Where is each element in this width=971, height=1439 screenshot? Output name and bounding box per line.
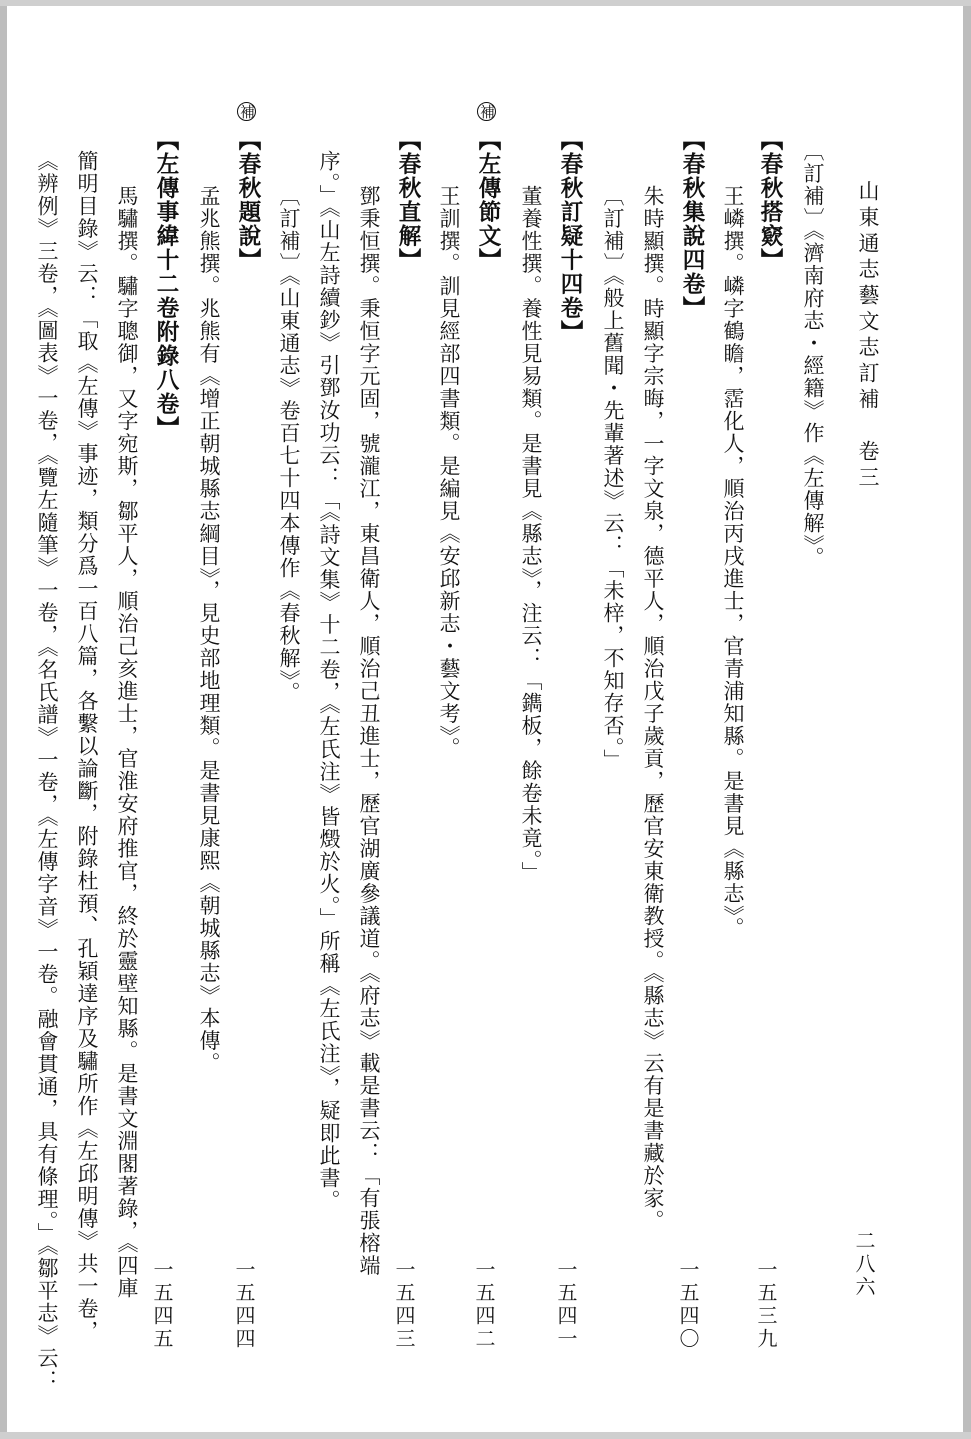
body-column: 序。」《山左詩續鈔》引鄧汝功云：「《詩文集》十二卷，《左氏注》皆燬於火。」所稱《左氏注》，疑即此書。 xyxy=(317,150,341,1212)
body-column: 王訓撰。訓見經部四書類。是編見《安邱新志・藝文考》。 xyxy=(437,185,461,760)
body-column: 簡明目錄》云：「取《左傳》事迹，類分爲一百八篇，各繫以論斷，附錄杜預、孔穎達序及驌所作《左邱明傳》共一卷， xyxy=(75,150,99,1343)
page-number: 二八六 xyxy=(852,1230,876,1299)
entry-heading: 【春秋訂疑十四卷】 xyxy=(557,128,583,344)
page-edge-right xyxy=(963,0,971,1439)
body-column: 董養性撰。養性見易類。是書見《縣志》，注云：「鐫板，餘卷未竟。」 xyxy=(519,185,543,884)
supplement-marker xyxy=(237,102,257,123)
folio-reference: 一五四一 xyxy=(554,1259,578,1351)
page-edge-top xyxy=(0,0,971,6)
supplement-marker-glyph: 補 xyxy=(238,104,256,119)
entry-heading: 【春秋集說四卷】 xyxy=(679,128,705,320)
entry-heading: 【左傳節文】 xyxy=(475,128,501,272)
entry-heading: 【春秋搭窽】 xyxy=(757,128,783,272)
folio-reference: 一五四五 xyxy=(150,1259,174,1351)
folio-reference: 一五四四 xyxy=(232,1259,256,1351)
folio-reference: 一五四二 xyxy=(472,1259,496,1351)
entry-heading: 【春秋題說】 xyxy=(235,128,261,272)
page-edge-bottom xyxy=(0,1432,971,1439)
supplement-marker xyxy=(477,102,497,123)
body-column: 馬驌撰。驌字聰御，又字宛斯，鄒平人，順治己亥進士，官淮安府推官，終於靈壁知縣。是書文淵閣著錄，《四庫 xyxy=(115,185,139,1300)
folio-reference: 一五四〇 xyxy=(676,1259,700,1351)
page-edge-left xyxy=(0,0,7,1439)
entry-heading: 【春秋直解】 xyxy=(395,128,421,272)
running-head: 山東通志藝文志訂補 卷三 xyxy=(856,180,880,492)
supplement-marker-glyph: 補 xyxy=(478,104,496,119)
body-column: 王嶙撰。嶙字鶴瞻，霑化人，順治丙戌進士，官青浦知縣。是書見《縣志》。 xyxy=(721,185,745,940)
body-column: 孟兆熊撰。兆熊有《增正朝城縣志綱目》，見史部地理類。是書見康熙《朝城縣志》本傳。 xyxy=(197,185,221,1075)
body-column: 〔訂補〕《般上舊聞・先輩著述》云：「未梓，不知存否。」 xyxy=(601,185,625,772)
folio-reference: 一五四三 xyxy=(392,1259,416,1351)
body-column: 《辨例》三卷，《圖表》一卷，《覽左隨筆》一卷，《名氏譜》一卷，《左傳字音》一卷。融會貫通，具有條理。」《鄒平志》云： xyxy=(35,150,59,1392)
body-column: 〔訂補〕《山東通志》卷百七十四本傳作《春秋解》。 xyxy=(277,185,301,704)
body-column: 〔訂補〕《濟南府志・經籍》作《左傳解》。 xyxy=(801,140,825,569)
body-column: 鄧秉恒撰。秉恒字元固，號瀧江，東昌衛人，順治己丑進士，歷官湖廣參議道。《府志》載是書云：「有張榕端 xyxy=(357,185,381,1277)
body-column: 朱時顯撰。時顯字宗晦，一字文泉，德平人，順治戊子歲貢，歷官安東衛教授。《縣志》云有是書藏於家。 xyxy=(641,185,665,1232)
folio-reference: 一五三九 xyxy=(754,1259,778,1351)
entry-heading: 【左傳事緯十二卷附錄八卷】 xyxy=(153,128,179,440)
